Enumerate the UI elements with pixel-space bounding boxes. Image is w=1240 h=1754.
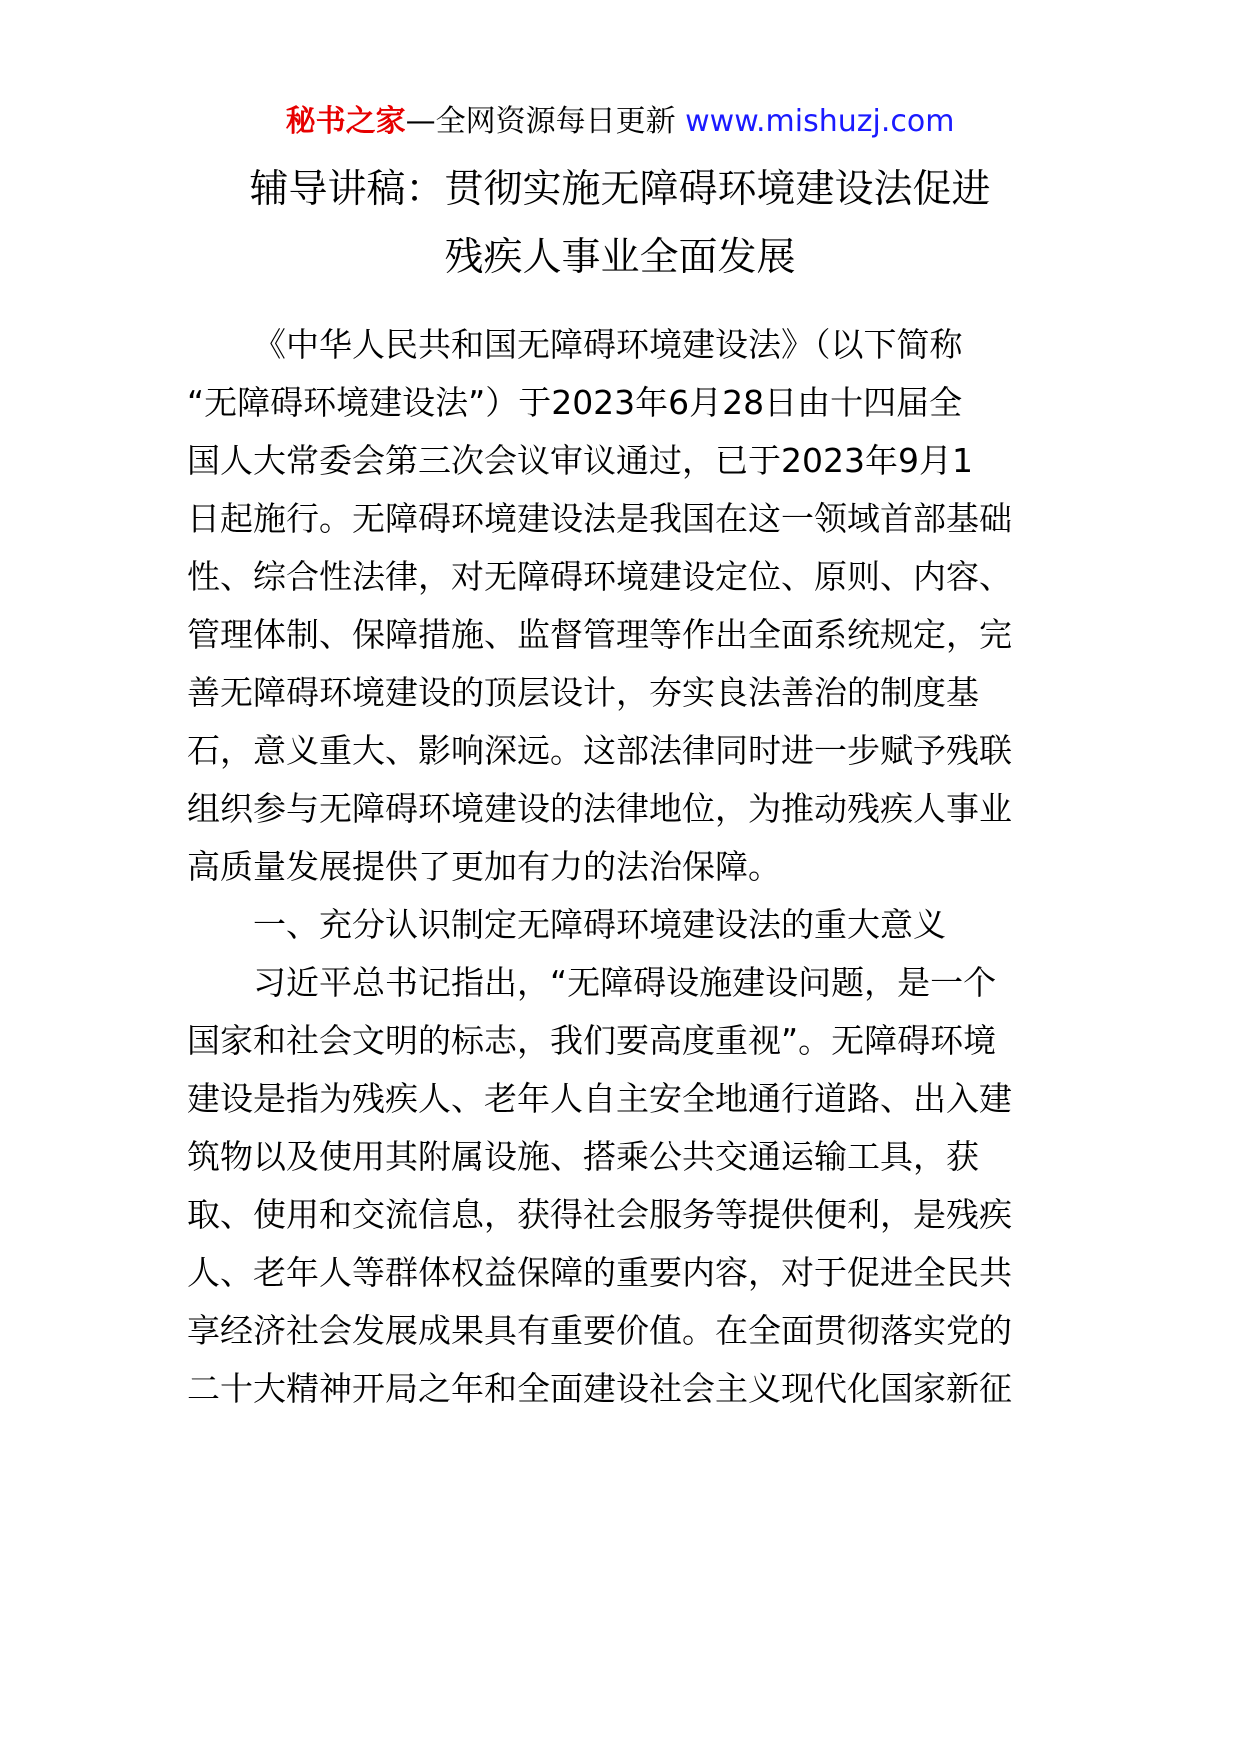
doc-title-line-1: 辅导讲稿：贯彻实施无障碍环境建设法促进 [249, 167, 991, 212]
brand-name: 秘书之家 [285, 104, 406, 139]
paragraph-2-line: 建设是指为残疾人、老年人自主安全地通行道路、出入建 [187, 1079, 1012, 1118]
paragraph-1-line: 国人大常委会第三次会议审议通过，已于2023年9月1 [187, 441, 973, 480]
paragraph-1-line: 管理体制、保障措施、监督管理等作出全面系统规定，完 [187, 615, 1012, 654]
paragraph-1-line: 善无障碍环境建设的顶层设计，夯实良法善治的制度基 [187, 673, 979, 712]
paragraph-2-line: 习近平总书记指出，“无障碍设施建设问题，是一个 [253, 963, 997, 1002]
paragraph-1-line: 石，意义重大、影响深远。这部法律同时进一步赋予残联 [187, 731, 1012, 770]
doc-title-line-2: 残疾人事业全面发展 [444, 235, 796, 280]
paragraph-2-line: 筑物以及使用其附属设施、搭乘公共交通运输工具，获 [187, 1137, 979, 1176]
paragraph-2-line: 取、使用和交流信息，获得社会服务等提供便利，是残疾 [187, 1195, 1012, 1234]
paragraph-1-line: 高质量发展提供了更加有力的法治保障。 [187, 847, 781, 886]
paragraph-2-line: 国家和社会文明的标志，我们要高度重视”。无障碍环境 [187, 1021, 997, 1060]
header-slogan: —全网资源每日更新 [405, 104, 686, 139]
site-header [0, 100, 1240, 144]
paragraph-2-line: 二十大精神开局之年和全面建设社会主义现代化国家新征 [187, 1369, 1012, 1408]
paragraph-2-line: 人、老年人等群体权益保障的重要内容，对于促进全民共 [187, 1253, 1012, 1292]
section-heading: 一、充分认识制定无障碍环境建设法的重大意义 [253, 905, 946, 944]
paragraph-1-line: 《中华人民共和国无障碍环境建设法》（以下简称 [253, 325, 963, 364]
paragraph-1-line: 性、综合性法律，对无障碍环境建设定位、原则、内容、 [187, 557, 1012, 596]
paragraph-1-line: “无障碍环境建设法”）于2023年6月28日由十四届全 [187, 383, 963, 422]
paragraph-1-line: 日起施行。无障碍环境建设法是我国在这一领域首部基础 [187, 499, 1012, 538]
paragraph-1-line: 组织参与无障碍环境建设的法律地位，为推动残疾人事业 [187, 789, 1012, 828]
paragraph-2-line: 享经济社会发展成果具有重要价值。在全面贯彻落实党的 [187, 1311, 1012, 1350]
site-link[interactable]: www.mishuzj.com [685, 104, 955, 139]
